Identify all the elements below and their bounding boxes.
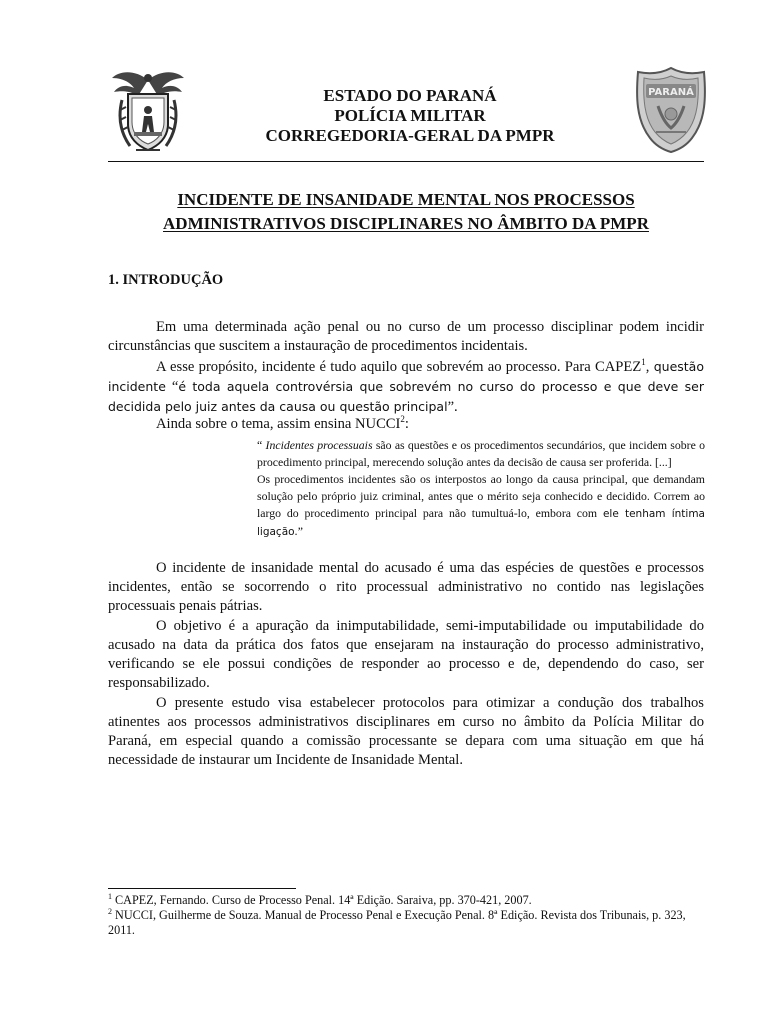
document-title <box>108 188 704 236</box>
parana-coat-of-arms-icon <box>108 66 188 156</box>
footnote-ref-1: 1 <box>641 357 646 368</box>
footnote-divider <box>108 888 296 889</box>
paragraph-3: Ainda sobre o tema, assim ensina NUCCI$^2$: <box>156 414 409 432</box>
quote-part-2: Os procedimentos incidentes são os interpostos ao longo da causa principal, que demandam solução pelo próprio juiz criminal, antes que o mérito seja conhecido e decidido. Correm ao largo do procedimento principal para não tumultuá-lo, embora com ele tenham íntima ligação.” <box>257 472 705 538</box>
footnote-2: $^2$ NUCCI, Guilherme de Souza. Manual de Processo Penal e Execução Penal. 8ª Edição. Revista dos Tribunais, p. 323, 2011. <box>108 906 686 937</box>
nucci-quote <box>257 437 705 541</box>
letterhead-text <box>200 86 620 146</box>
paragraph-1: Em uma determinada ação penal ou no curso de um processo disciplinar podem incidir circunstâncias que suscitem a instauração de procedimentos incidentais. <box>108 319 704 354</box>
paragraph-6: O presente estudo visa estabelecer protocolos para otimizar a condução dos trabalhos atinentes aos processos administrativos disciplinares em curso no âmbito da Polícia Militar do Paraná, em especial quando a comissão processante se depara com uma situação em que há necessidade de instaurar um Incidente de Insanidade Mental. <box>108 695 704 768</box>
section-heading: 1. INTRODUÇÃO <box>108 272 224 288</box>
paragraph-4: O incidente de insanidade mental do acusado é uma das espécies de questões e processos incidentes, então se socorrendo o rito processual administrativo no contido nas legislações processuais penais pátrias. <box>108 560 704 614</box>
title-line-2: ADMINISTRATIVOS DISCIPLINARES NO ÂMBITO DA PMPR <box>163 214 649 233</box>
footnote-ref-2: 2 <box>400 414 405 425</box>
footnote-1: $^1$ CAPEZ, Fernando. Curso de Processo Penal. 14ª Edição. Saraiva, pp. 370-421, 2007. <box>108 891 532 907</box>
pmpr-badge-icon <box>632 66 710 154</box>
letterhead <box>0 60 768 164</box>
title-line-1: INCIDENTE DE INSANIDADE MENTAL NOS PROCESSOS <box>177 190 635 209</box>
header-divider <box>108 161 704 162</box>
seal-text: PARANÁ <box>648 87 694 98</box>
header-corregedoria: CORREGEDORIA-GERAL DA PMPR <box>265 126 555 145</box>
paragraph-2: A esse propósito, incidente é tudo aquilo que sobrevém ao processo. Para CAPEZ$^1$, questão incidente “é toda aquela controvérsia que sobrevém no curso do processo e que deve ser decidida pelo juiz antes da causa ou questão principal”. <box>108 357 704 415</box>
header-state: ESTADO DO PARANÁ <box>323 86 497 105</box>
footnotes <box>108 893 704 938</box>
quote-part-1: “ Incidentes processuais são as questões e os procedimentos secundários, que incidem sobre o procedimento principal, merecendo solução antes da decisão de causa ser proferida. [...] <box>257 438 706 469</box>
paragraph-5: O objetivo é a apuração da inimputabilidade, semi-imputabilidade ou imputabilidade do acusado na data da prática dos fatos que ensejaram na instauração do processo administrativo, verificando se ele possui condições de responder ao processo e de, dependendo do caso, ser responsabilizado. <box>108 618 704 691</box>
header-police: POLÍCIA MILITAR <box>334 106 486 125</box>
